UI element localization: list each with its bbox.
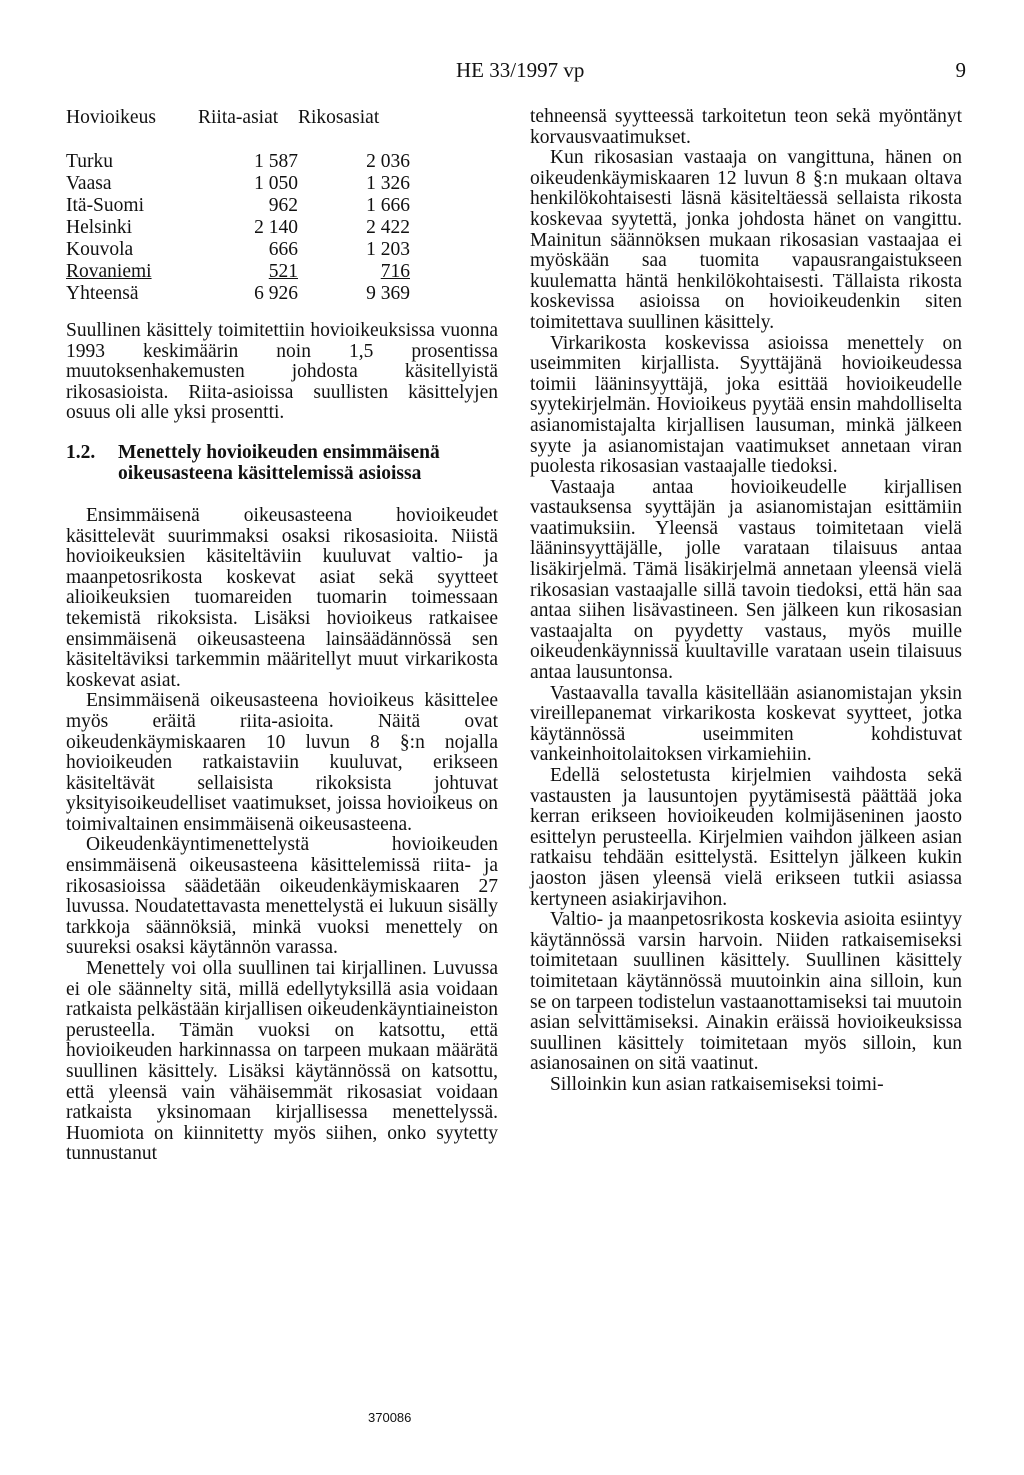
criminal-cases: 2 036 <box>366 151 410 172</box>
court-name: Kouvola <box>66 239 134 260</box>
civil-cases: 962 <box>268 195 298 216</box>
section-title: Menettely hovioikeuden ensimmäisenä oikeusasteena käsittelemissä asioissa <box>118 441 440 484</box>
civil-cases: 666 <box>268 239 298 260</box>
body-paragraph: Suullinen käsittely toimitettiin hovioikeuksissa vuonna 1993 keskimäärin noin 1,5 prosentissa muutoksenhakemusten johdosta käsitellyistä rikosasioista. Riita-asioissa suullisten käsittelyjen osuus oli alle yksi prosentti. <box>66 320 498 424</box>
body-paragraph: Vastaaja antaa hovioikeudelle kirjallisen vastauksensa syyttäjän ja asianomistajan esittämiin vaatimuksiin. Yleensä vastaus toimitetaan vielä lääninsyyttäjälle, jolle varataan tilaisuus antaa lisäkirjelmä. Tämä lisäkirjelmä annetaan yleensä vielä rikosasian vastaajalle sillä tavoin tiedoksi, että hän saa antaa siihen lisävastineen. Sen jälkeen kun rikosasian vastaajalta on pyydetty vastaus, myös muille oikeudenkäynnissä kuultaville varataan usein tilaisuus antaa lausuntonsa. <box>530 476 962 684</box>
body-paragraph: tehneensä syytteessä tarkoitetun teon sekä myöntänyt korvausvaatimukset. <box>530 106 962 148</box>
civil-cases: 1 050 <box>254 173 298 194</box>
body-paragraph: Valtio- ja maanpetosrikosta koskevia asioita esiintyy käytännössä varsin harvoin. Niiden ratkaisemiseksi toimitetaan suullinen käsittely. Suullinen käsittely toimitetaan käytännössä muutoinkin aina silloin, kun se on tarpeen todistelun vastaanottamiseksi tai muutoin asian selvittämiseksi. Ainakin eräissä hovioikeuksissa suullinen käsittely toimitetaan myös silloin, kun asianosainen on sitä vaatinut. <box>530 909 962 1075</box>
body-paragraph: Ensimmäisenä oikeusasteena hovioikeus käsittelee myös eräitä riita-asioita. Näitä ovat oikeudenkäymiskaaren 10 luvun 8 §:n nojalla hovioikeuden ratkaistaviin kuuluvat, erikseen käsiteltävät sellaisista rikoksista johtuvat yksityisoikeudelliset vaatimukset, joissa hovioikeus on toimivaltainen ensimmäisenä oikeusasteena. <box>66 690 498 835</box>
civil-cases-total: 6 926 <box>254 283 298 304</box>
court-name: Vaasa <box>66 173 112 194</box>
civil-cases: 1 587 <box>254 151 298 172</box>
body-paragraph: Oikeudenkäyntimenettelystä hovioikeuden ensimmäisenä oikeusasteena käsittelemissä riita- ja rikosasioissa säädetään oikeudenkäymiskaaren 27 luvussa. Noudatettavasta menettelystä ei lukuun sisälly tarkkoja säännöksiä, minkä vuoksi menettely on suureksi osaksi käytännön varassa. <box>66 834 498 959</box>
table-row <box>66 239 410 261</box>
document-id: HE 33/1997 vp <box>456 58 585 82</box>
section-number: 1.2. <box>66 441 96 463</box>
page-number: 9 <box>955 58 966 82</box>
total-label: Yhteensä <box>66 283 139 304</box>
criminal-cases: 1 666 <box>366 195 410 216</box>
table-total-row <box>66 283 410 305</box>
page-header <box>66 58 966 88</box>
table-row <box>66 173 410 195</box>
section-heading <box>66 442 498 484</box>
court-name: Turku <box>66 151 113 172</box>
body-paragraph: Edellä selostetusta kirjelmien vaihdosta sekä vastausten ja lausuntojen pyytämisestä päättää joka kerran erikseen hovioikeuden kolmijäseninen jaosto esittelyn perusteella. Kirjelmien vaihdon jälkeen asian ratkaisu tehdään esittelystä. Esittelyn jälkeen kukin jaoston jäsen yleensä vielä erikseen tutkii asiassa kertyneen asiakirjavihon. <box>530 765 962 910</box>
body-paragraph: Ensimmäisenä oikeusasteena hovioikeudet käsittelevät suurimmaksi osaksi rikosasioita. Niistä hovioikeuksien käsiteltäviin kuuluvat valtio- ja maanpetosrikosta koskevat asiat sekä syytteet alioikeuksien tuomareiden tuomarin toimessaan tekemistä rikoksista. Lisäksi hovioikeus ratkaisee ensimmäisenä oikeusasteena lainsäädännössä sen käsiteltäviksi tarkemmin määritellyt muut virkarikosta koskevat asiat. <box>66 504 498 691</box>
table-header-row <box>66 107 410 151</box>
body-paragraph: Menettely voi olla suullinen tai kirjallinen. Luvussa ei ole säännelty sitä, millä edellytyksillä asia voidaan ratkaista pelkästään kirjallisen oikeudenkäyntiaineiston perusteella. Tämän vuoksi on katsottu, että hovioikeuden harkinnassa on tarpeen mukaan määrätä suullinen käsittely. Lisäksi käytännössä on katsottu, että yleensä vain vähäisemmät rikosasiat voidaan ratkaista yksinomaan kirjallisessa menettelyssä. Huomiota on kiinnitetty myös siihen, onko syytetty tunnustanut <box>66 958 498 1165</box>
body-paragraph: Virkarikosta koskevissa asioissa menettely on useimmiten kirjallista. Syyttäjänä hovioikeudessa toimii lääninsyyttäjä, joka esittää hovioikeudelle syytekirjelmän. Hovioikeus pyytää ensin mahdolliselta asianomistajalta kirjallisen lausuman, minkä jälkeen syyte ja asianomistajan vaatimukset annetaan viran puolesta rikosasian vastaajalle tiedoksi. <box>530 332 962 478</box>
criminal-cases: 1 326 <box>366 173 410 194</box>
criminal-cases-total: 9 369 <box>366 283 410 304</box>
table-row <box>66 261 410 283</box>
court-name: Rovaniemi <box>66 261 152 282</box>
column-header-civil: Riita-asiat <box>198 107 279 128</box>
left-column <box>66 107 498 1165</box>
column-header-criminal: Rikosasiat <box>298 107 380 128</box>
print-code: 370086 <box>368 1410 412 1425</box>
court-name: Itä-Suomi <box>66 195 144 216</box>
court-case-table <box>66 107 410 305</box>
criminal-cases: 1 203 <box>366 239 410 260</box>
table-row <box>66 151 410 173</box>
table-row <box>66 195 410 217</box>
body-paragraph: Vastaavalla tavalla käsitellään asianomistajan yksin vireillepanemat virkarikosta koskevat syytteet, jotka käytännössä useimmiten kohdistuvat vankeinhoitolaitoksen virkamiehiin. <box>530 682 962 766</box>
court-name: Helsinki <box>66 217 133 238</box>
criminal-cases: 2 422 <box>366 217 410 238</box>
criminal-cases: 716 <box>380 261 410 282</box>
body-paragraph: Kun rikosasian vastaaja on vangittuna, hänen on oikeudenkäymiskaaren 12 luvun 8 §:n mukaan oltava henkilökohtaisesti läsnä käsiteltäessä sellaista rikosta koskevaa syytettä, jonka johdosta hänet on vangittu. Mainitun säännöksen mukaan rikosasian vastaajaa ei myöskään saa tuomita vapausrangaistukseen kuulematta häntä henkilökohtaisesti. Tällaista rikosta koskevissa asioissa on hovioikeudenkin siten toimitettava suullinen käsittely. <box>530 147 962 333</box>
civil-cases: 521 <box>268 261 298 282</box>
table-row <box>66 217 410 239</box>
right-column <box>530 107 962 1096</box>
body-paragraph: Silloinkin kun asian ratkaisemiseksi toimi- <box>550 1073 884 1095</box>
column-header-court: Hovioikeus <box>66 107 156 128</box>
civil-cases: 2 140 <box>254 217 298 238</box>
